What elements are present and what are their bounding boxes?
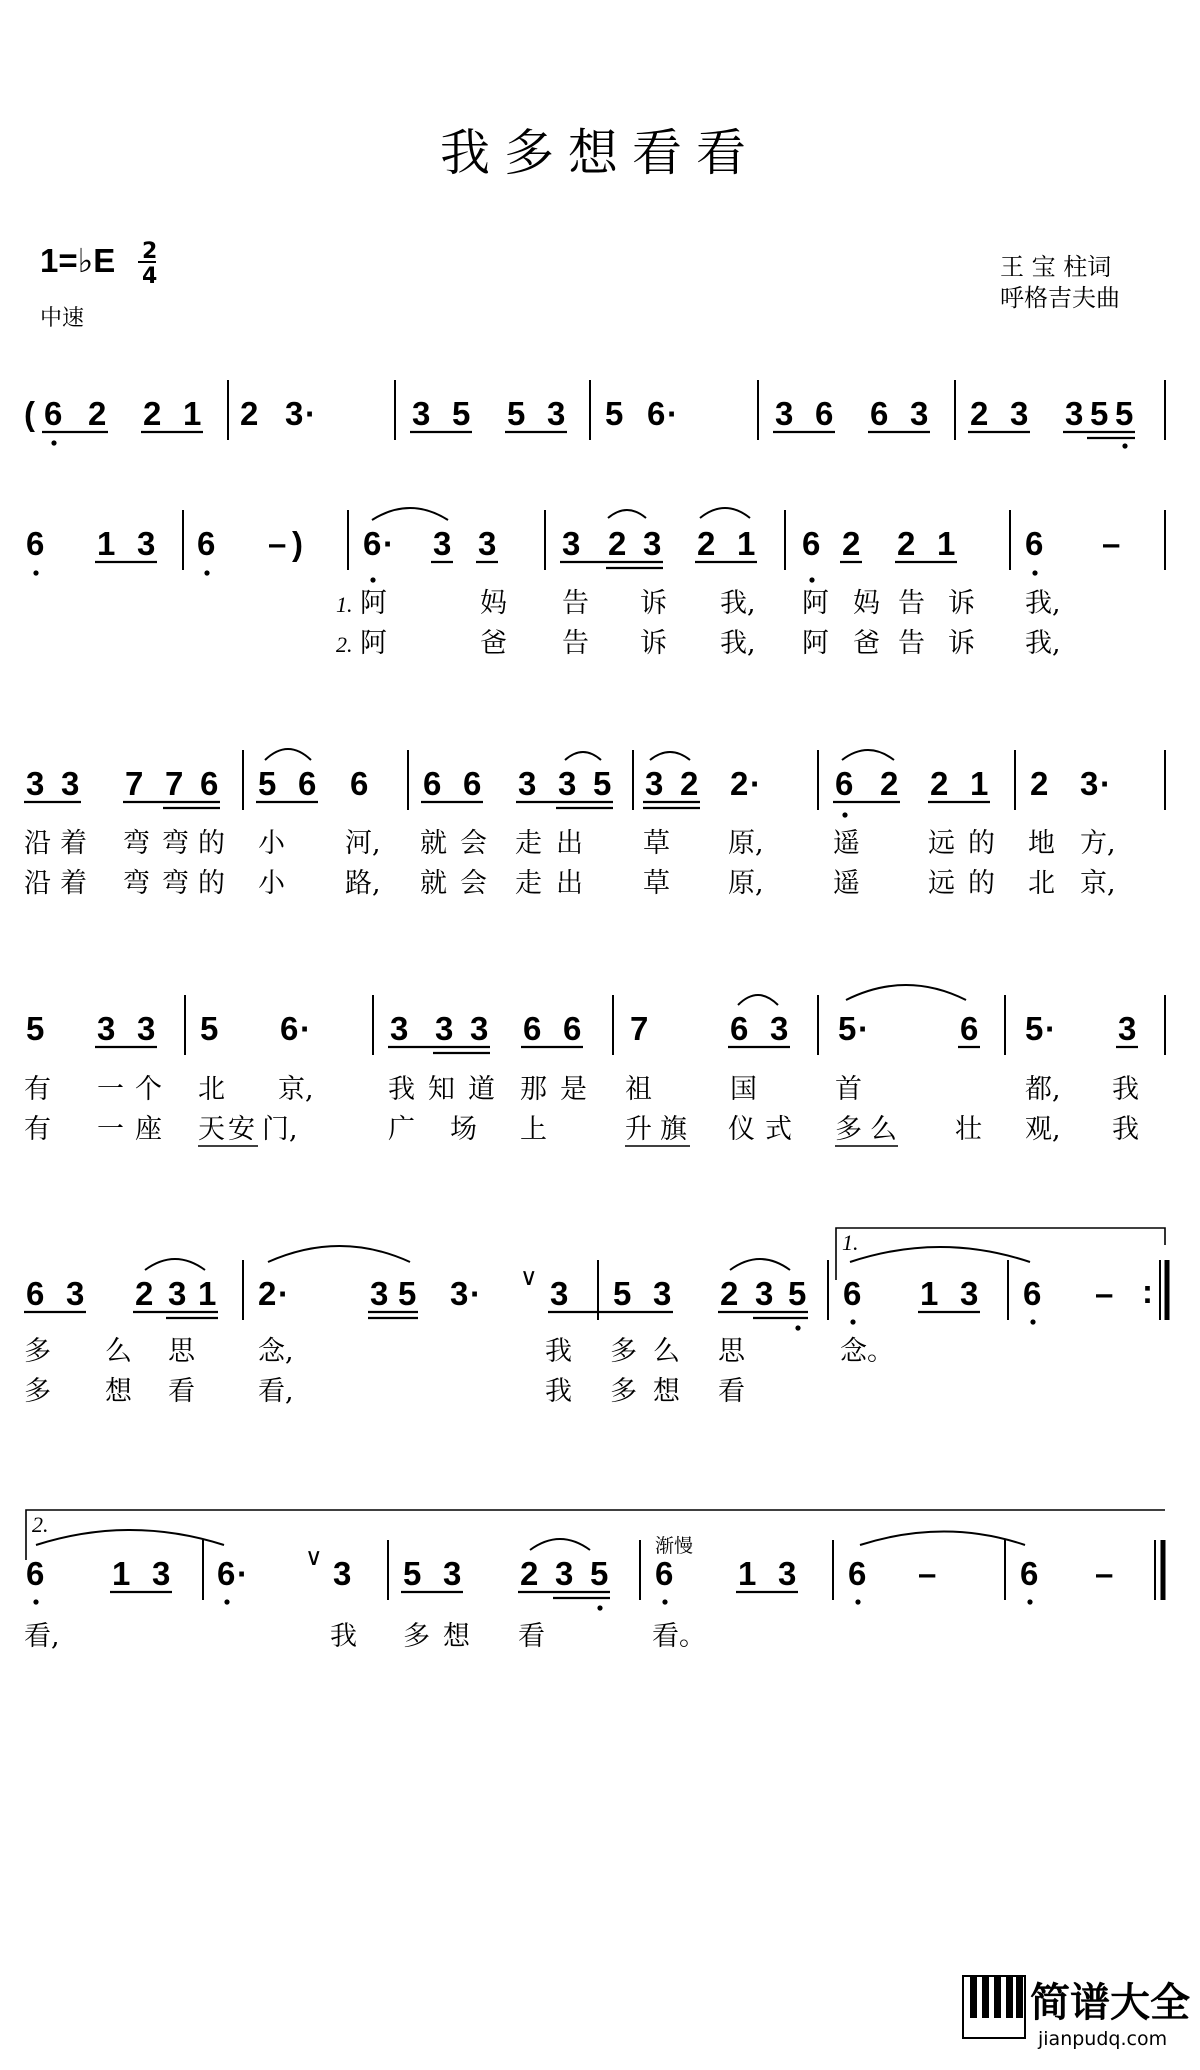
lyric: 有	[24, 1114, 51, 1145]
breath-mark: ∨	[305, 1544, 323, 1571]
lyricist-credit: 王 宝 柱词	[1000, 253, 1112, 281]
score-title: 我多想看看	[440, 124, 760, 182]
lyric: 想	[105, 1376, 132, 1407]
lyric: 看	[718, 1376, 745, 1407]
note: 3	[645, 765, 664, 802]
note: 3	[558, 765, 577, 802]
dash: –	[268, 525, 287, 562]
lyric: 我,	[720, 628, 756, 659]
lyric: 诉	[640, 628, 667, 659]
lyric: 我,	[720, 588, 756, 619]
note: 3	[910, 395, 929, 432]
lyric: 我	[388, 1074, 415, 1105]
lyric: 都,	[1025, 1074, 1061, 1105]
note: 2	[88, 395, 107, 432]
note: 1	[920, 1275, 939, 1312]
note: 2	[608, 525, 627, 562]
note: 3	[390, 1010, 409, 1047]
lyric: 会	[460, 828, 487, 859]
note: 3	[137, 525, 156, 562]
note: 3	[550, 1275, 569, 1312]
note: 3	[755, 1275, 774, 1312]
lyric: 小	[258, 868, 285, 899]
lyric: 的	[968, 828, 995, 859]
lyric: 出	[556, 868, 583, 899]
verse-number: 2.	[336, 632, 353, 657]
lyric: 阿	[360, 628, 387, 659]
note: 5	[507, 395, 526, 432]
note: 2	[697, 525, 716, 562]
composer-credit: 呼格吉夫曲	[1000, 284, 1120, 312]
note: 2	[880, 765, 899, 802]
note: 2	[520, 1555, 539, 1592]
note: 1	[97, 525, 116, 562]
breath-mark: ∨	[520, 1264, 538, 1291]
note: 2	[258, 1275, 277, 1312]
note: 3	[450, 1275, 469, 1312]
note: 1	[937, 525, 956, 562]
lyric: 阿	[360, 588, 387, 619]
lyric: 沿	[24, 828, 51, 859]
lyric: 河,	[345, 828, 381, 859]
verse-number: 1.	[336, 592, 353, 617]
lyric: 想	[653, 1376, 680, 1407]
note: 3	[562, 525, 581, 562]
lyric: 诉	[948, 628, 975, 659]
watermark-site-name: 简谱大全	[1030, 1980, 1190, 2026]
note: 1	[112, 1555, 131, 1592]
note: 3	[61, 765, 80, 802]
lyric: 弯	[123, 828, 150, 859]
note: 6	[298, 765, 317, 802]
lyric: 小	[258, 828, 285, 859]
lyric: 是	[560, 1074, 587, 1105]
note: 5	[200, 1010, 219, 1047]
lyric: 我	[1112, 1074, 1139, 1105]
note: 3	[412, 395, 431, 432]
note: 3	[1065, 395, 1084, 432]
note: 6	[26, 1275, 45, 1312]
repeat-sign: :	[1142, 1273, 1153, 1310]
lyric: 仪	[728, 1114, 755, 1145]
note: 2	[897, 525, 916, 562]
note: 2	[842, 525, 861, 562]
note: 5	[1115, 395, 1134, 432]
note: 6	[848, 1555, 867, 1592]
note: 5	[452, 395, 471, 432]
lyric: 告	[562, 588, 589, 619]
note: 5	[613, 1275, 632, 1312]
lyric: 的	[198, 828, 225, 859]
lyric: 就	[420, 828, 447, 859]
lyric: 妈	[480, 588, 507, 619]
note: 3	[518, 765, 537, 802]
note: )	[292, 525, 303, 562]
lyric: 沿	[24, 868, 51, 899]
lyric: 我,	[1025, 588, 1061, 619]
note: 6	[200, 765, 219, 802]
note: 3	[152, 1555, 171, 1592]
note: 6	[1020, 1555, 1039, 1592]
score-row-6	[24, 1510, 1165, 1652]
note: 3	[370, 1275, 389, 1312]
lyric: 弯	[123, 868, 150, 899]
lyric: 弯	[162, 868, 189, 899]
dot: ·	[1100, 765, 1111, 802]
lyric: 道	[468, 1074, 495, 1105]
lyric: 一	[97, 1074, 124, 1105]
note: 3	[470, 1010, 489, 1047]
note: 6	[44, 395, 63, 432]
note: 1	[737, 525, 756, 562]
note: 6	[197, 525, 216, 562]
lyric: 我	[545, 1336, 572, 1367]
lyric: 方,	[1080, 828, 1116, 859]
note: 5	[788, 1275, 807, 1312]
note: 2	[240, 395, 259, 432]
volta-1-label: 1.	[842, 1230, 859, 1255]
lyric: 遥	[833, 868, 860, 899]
note: 6	[843, 1275, 862, 1312]
note: 7	[125, 765, 144, 802]
note: 6	[1025, 525, 1044, 562]
note: 3	[770, 1010, 789, 1047]
lyric: 原,	[728, 828, 764, 859]
note: 3	[433, 525, 452, 562]
lyric: 想	[443, 1621, 470, 1652]
lyric: 会	[460, 868, 487, 899]
lyric: 走	[515, 868, 542, 899]
dot: ·	[750, 765, 761, 802]
note: 6	[563, 1010, 582, 1047]
lyric: 门,	[262, 1114, 298, 1145]
note: 1	[198, 1275, 217, 1312]
score-row-1	[24, 380, 1165, 449]
lyric: 多	[835, 1114, 862, 1145]
lyric: 看,	[258, 1376, 294, 1407]
lyric: 旗	[660, 1114, 687, 1145]
dot: ·	[667, 395, 678, 432]
note: 3	[168, 1275, 187, 1312]
lyric: 多	[610, 1376, 637, 1407]
lyric: 诉	[948, 588, 975, 619]
score-row-2	[26, 508, 1165, 659]
lyric: 北	[1028, 868, 1055, 899]
lyric: 有	[24, 1074, 51, 1105]
lyric: 祖	[625, 1074, 652, 1105]
lyric: 念,	[258, 1336, 294, 1367]
key-signature: 1=♭E	[40, 242, 116, 279]
lyric: 京,	[278, 1074, 314, 1105]
score-row-3	[24, 749, 1165, 899]
lyric: 念。	[840, 1336, 894, 1367]
time-signature-bottom: 4	[142, 264, 158, 289]
lyric: 首	[835, 1074, 862, 1105]
lyric: 广	[388, 1114, 415, 1145]
dot: ·	[383, 525, 394, 562]
note: 6	[870, 395, 889, 432]
note: 5	[593, 765, 612, 802]
lyric: 看	[518, 1621, 545, 1652]
note: 3	[1118, 1010, 1137, 1047]
note: 3	[555, 1555, 574, 1592]
note: 5	[403, 1555, 422, 1592]
note: 6	[463, 765, 482, 802]
note: 1	[738, 1555, 757, 1592]
note: 2	[680, 765, 699, 802]
note: 3	[137, 1010, 156, 1047]
note: 3	[775, 395, 794, 432]
lyric: 的	[198, 868, 225, 899]
lyric: 我	[545, 1376, 572, 1407]
note: 3	[97, 1010, 116, 1047]
note: 6	[26, 1555, 45, 1592]
note: 2	[1030, 765, 1049, 802]
lyric: 知	[428, 1074, 455, 1105]
lyric: 草	[643, 868, 670, 899]
lyric: 妈	[853, 588, 880, 619]
note: 5	[590, 1555, 609, 1592]
lyric: 京,	[1080, 868, 1116, 899]
lyric: 着	[60, 868, 87, 899]
note: 5	[1025, 1010, 1044, 1047]
note: 2	[930, 765, 949, 802]
lyric: 多	[403, 1621, 430, 1652]
lyric: 着	[60, 828, 87, 859]
dot: ·	[305, 395, 316, 432]
lyric: 壮	[955, 1114, 982, 1145]
lyric: 阿	[802, 628, 829, 659]
note: 6	[835, 765, 854, 802]
lyric: 爸	[853, 628, 880, 659]
note: 6	[423, 765, 442, 802]
lyric: 我,	[1025, 628, 1061, 659]
lyric: 一	[97, 1114, 124, 1145]
lyric: 国	[730, 1074, 757, 1105]
volta-2-label: 2.	[32, 1512, 49, 1537]
lyric: 弯	[162, 828, 189, 859]
lyric: 遥	[833, 828, 860, 859]
note: 6	[217, 1555, 236, 1592]
lyric: 出	[556, 828, 583, 859]
lyric: 走	[515, 828, 542, 859]
lyric: 爸	[480, 628, 507, 659]
lyric: 场	[450, 1114, 477, 1145]
note: 6	[363, 525, 382, 562]
dash: –	[918, 1555, 937, 1592]
lyric: 告	[898, 588, 925, 619]
note: 5	[605, 395, 624, 432]
note: 3	[285, 395, 304, 432]
note: 5	[398, 1275, 417, 1312]
note: 6	[730, 1010, 749, 1047]
lyric: 那	[520, 1074, 547, 1105]
ritardando-marking: 渐慢	[655, 1535, 694, 1557]
dash: –	[1095, 1555, 1114, 1592]
lyric: 座	[135, 1114, 162, 1145]
lyric: 看,	[24, 1621, 60, 1652]
note: 1	[970, 765, 989, 802]
dot: ·	[470, 1275, 481, 1312]
note: 6	[280, 1010, 299, 1047]
site-watermark	[963, 1976, 1190, 2050]
note: 1	[183, 395, 202, 432]
lyric: 思	[718, 1336, 745, 1367]
lyric: 多	[24, 1376, 51, 1407]
lyric: 告	[562, 628, 589, 659]
note: 3	[1010, 395, 1029, 432]
lyric: 的	[968, 868, 995, 899]
note: 6	[647, 395, 666, 432]
note: 6	[815, 395, 834, 432]
note: 3	[653, 1275, 672, 1312]
note: 3	[1080, 765, 1099, 802]
dash: –	[1095, 1275, 1114, 1312]
note: 2	[135, 1275, 154, 1312]
lyric: 个	[135, 1074, 162, 1105]
lyric: 上	[520, 1114, 547, 1145]
lyric: 么	[653, 1336, 680, 1367]
note: 7	[630, 1010, 649, 1047]
lyric: 远	[928, 828, 955, 859]
note: 2	[143, 395, 162, 432]
lyric: 告	[898, 628, 925, 659]
note: 3	[478, 525, 497, 562]
lyric: 草	[643, 828, 670, 859]
note: 3	[333, 1555, 352, 1592]
lyric: 天	[198, 1114, 225, 1145]
lyric: 原,	[728, 868, 764, 899]
lyric: 观,	[1025, 1114, 1061, 1145]
lyric: 思	[168, 1336, 195, 1367]
lyric: 多	[24, 1336, 51, 1367]
lyric: 就	[420, 868, 447, 899]
note: 6	[26, 525, 45, 562]
dash: –	[1102, 525, 1121, 562]
dot: ·	[1045, 1010, 1056, 1047]
note: 3	[643, 525, 662, 562]
note: 3	[443, 1555, 462, 1592]
note: 3	[66, 1275, 85, 1312]
note: 2	[970, 395, 989, 432]
lyric: 么	[870, 1114, 897, 1145]
note: 5	[1090, 395, 1109, 432]
lyric: 我	[1112, 1114, 1139, 1145]
lyric: 升	[625, 1114, 652, 1145]
lyric: 看。	[652, 1621, 706, 1652]
lyric: 安	[228, 1114, 255, 1145]
score-row-4	[24, 985, 1165, 1146]
note: 6	[523, 1010, 542, 1047]
note: 3	[26, 765, 45, 802]
note: 5	[26, 1010, 45, 1047]
dot: ·	[278, 1275, 289, 1312]
note: 6	[1023, 1275, 1042, 1312]
dot: ·	[858, 1010, 869, 1047]
lyric: 看	[168, 1376, 195, 1407]
note: 6	[960, 1010, 979, 1047]
note: 6	[350, 765, 369, 802]
dot: ·	[237, 1555, 248, 1592]
note: 6	[802, 525, 821, 562]
dot: ·	[300, 1010, 311, 1047]
note: 6	[655, 1555, 674, 1592]
note: 5	[258, 765, 277, 802]
note: 3	[435, 1010, 454, 1047]
tempo-marking: 中速	[40, 306, 85, 331]
note: 7	[165, 765, 184, 802]
note: 3	[960, 1275, 979, 1312]
watermark-url: jianpudq.com	[1038, 2028, 1168, 2050]
note: 3	[547, 395, 566, 432]
note: 5	[838, 1010, 857, 1047]
lyric: 么	[105, 1336, 132, 1367]
time-signature-top: 2	[142, 239, 158, 264]
lyric: 北	[198, 1074, 225, 1105]
lyric: 远	[928, 868, 955, 899]
piano-keys-icon	[963, 1976, 1025, 2038]
lyric: 诉	[640, 588, 667, 619]
note: 2	[730, 765, 749, 802]
lyric: 地	[1028, 828, 1055, 859]
note: (	[24, 395, 35, 432]
lyric: 路,	[345, 868, 381, 899]
lyric: 我	[330, 1621, 357, 1652]
note: 2	[720, 1275, 739, 1312]
lyric: 多	[610, 1336, 637, 1367]
score-row-5	[24, 1228, 1167, 1407]
note: 3	[778, 1555, 797, 1592]
lyric: 阿	[802, 588, 829, 619]
lyric: 式	[765, 1114, 792, 1145]
